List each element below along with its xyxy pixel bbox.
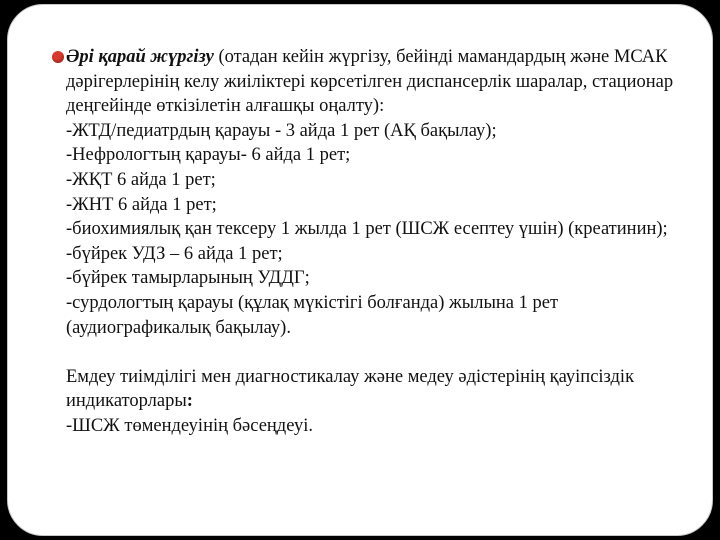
bullet-icon: [52, 51, 64, 63]
lead-text: (отадан кейін жүргізу, бейінді мамандардың және МСАК дәрігерлерінің келу жиіліктері көрсетілген диспансерлік шаралар, стационар деңгейінде өткізілетін алғашқы оңалту):: [66, 47, 674, 117]
slide-content: [66, 45, 686, 439]
indicators-colon: :: [186, 391, 193, 412]
lead-paragraph: [66, 45, 686, 119]
list-item: -Нефрологтың қарауы- 6 айда 1 рет;: [66, 145, 351, 166]
list-item: -ЖТД/педиатрдың қарауы - 3 айда 1 рет (АҚ бақылау);: [66, 120, 497, 141]
paragraph-spacer: [66, 340, 686, 365]
indicators-heading-text: Емдеу тиімділігі мен диагностикалау және медеу әдістерінің қауіпсіздік индикаторлары: [66, 366, 635, 412]
list-item: -ЖҚТ 6 айда 1 рет;: [66, 169, 216, 190]
list-item: -бүйрек тамырларының УДДГ;: [66, 268, 310, 289]
indicators-item: -ШСЖ төмендеуінің бәсеңдеуі.: [66, 415, 313, 436]
lead-bold-text: Әрі қарай жүргізу: [66, 47, 214, 67]
list-item: -ЖНТ 6 айда 1 рет;: [66, 194, 217, 215]
indicators-heading: [66, 365, 686, 414]
list-item: -бүйрек УДЗ – 6 айда 1 рет;: [66, 243, 283, 264]
list-item: -сурдологтың қарауы (құлақ мүкістігі болғанда) жылына 1 рет (аудиографикалық бақылау).: [66, 292, 559, 338]
list-item: -биохимиялық қан тексеру 1 жылда 1 рет (ШСЖ есептеу үшін) (креатинин);: [66, 219, 668, 240]
slide-card: [7, 4, 713, 536]
